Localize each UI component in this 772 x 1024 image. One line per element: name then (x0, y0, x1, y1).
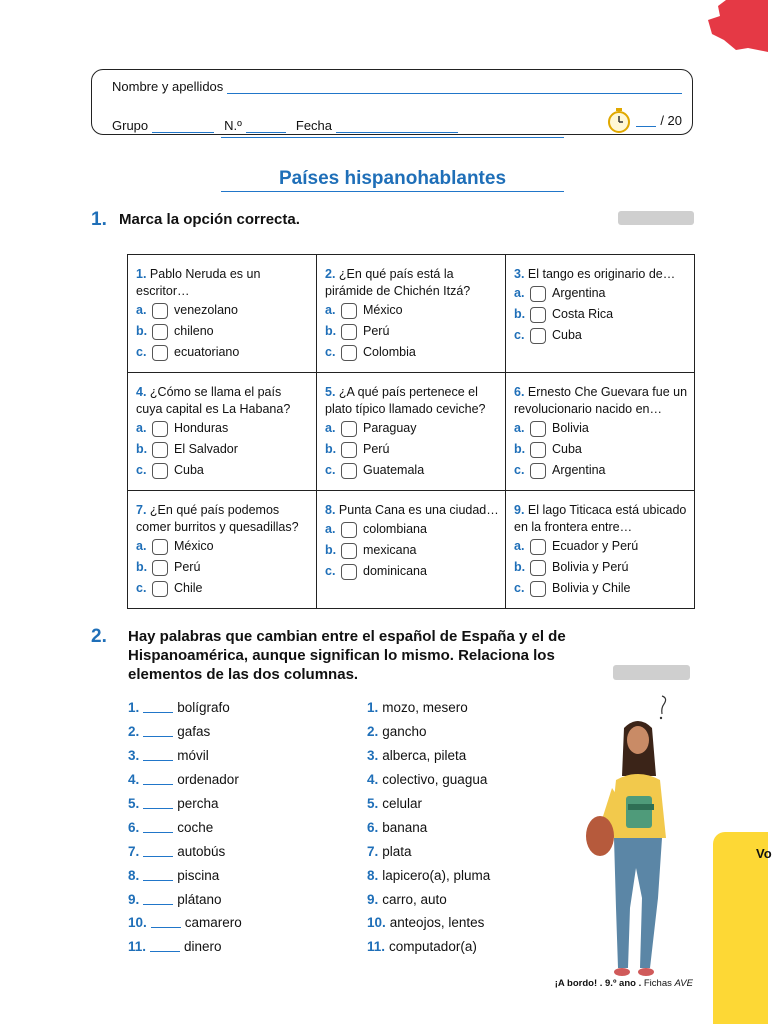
divider (221, 137, 564, 138)
right-word-item (367, 887, 490, 911)
option-text: México (363, 303, 403, 317)
match-blank[interactable] (151, 917, 181, 928)
score-total: / 20 (660, 112, 682, 128)
right-word-item (367, 696, 490, 720)
answer-checkbox[interactable] (152, 581, 168, 597)
answer-checkbox[interactable] (530, 421, 546, 437)
answer-option[interactable] (514, 578, 688, 599)
red-corner-decoration (708, 0, 768, 52)
option-letter: b. (136, 560, 148, 574)
date-label: Fecha (295, 118, 333, 133)
option-text: Argentina (552, 463, 606, 477)
answer-checkbox[interactable] (530, 328, 546, 344)
answer-option[interactable] (136, 557, 310, 578)
answer-checkbox[interactable] (341, 421, 357, 437)
option-letter: a. (514, 421, 525, 435)
item-word: camarero (184, 915, 242, 931)
answer-checkbox[interactable] (152, 421, 168, 437)
match-blank[interactable] (143, 774, 173, 785)
answer-option[interactable] (325, 418, 499, 439)
quiz-row (128, 373, 695, 491)
question-text (136, 384, 310, 418)
left-word-item (128, 815, 242, 839)
answer-checkbox[interactable] (341, 442, 357, 458)
option-text: Guatemala (363, 463, 425, 477)
option-text: Bolivia y Chile (552, 581, 631, 595)
item-word: plata (382, 843, 412, 859)
match-blank[interactable] (143, 750, 173, 761)
question-text (136, 502, 310, 536)
answer-checkbox[interactable] (152, 345, 168, 361)
answer-checkbox[interactable] (530, 539, 546, 555)
item-word: autobús (177, 843, 226, 859)
question-prompt: ¿A qué país pertenece el plato típico llamado ceviche? (325, 385, 486, 416)
exercise-2-instruction: Hay palabras que cambian entre el español de España y el de Hispanoamérica, aunque significan lo mismo. Relaciona los elementos de las dos columnas. (128, 628, 566, 683)
left-word-item (128, 744, 242, 768)
option-text: Cuba (552, 328, 582, 342)
score-field[interactable] (636, 114, 656, 127)
question-text (514, 384, 688, 418)
question-number: 4. (136, 385, 147, 399)
score-pill-2 (613, 665, 690, 680)
option-text: Chile (174, 581, 203, 595)
question-prompt: ¿En qué país podemos comer burritos y quesadillas? (136, 503, 299, 534)
left-word-item (128, 839, 242, 863)
item-number: 4. (367, 772, 379, 788)
answer-option[interactable] (514, 536, 688, 557)
number-label: N.º (224, 118, 242, 133)
student-illustration (582, 692, 712, 982)
option-text: Cuba (174, 463, 204, 477)
answer-option[interactable] (136, 578, 310, 599)
item-word: móvil (177, 748, 209, 764)
left-word-item (128, 792, 242, 816)
question-prompt: El lago Titicaca está ubicado en la frontera entre… (514, 503, 687, 534)
item-number: 8. (367, 867, 379, 883)
item-number: 1. (128, 700, 140, 716)
answer-option[interactable] (136, 418, 310, 439)
answer-option[interactable] (136, 342, 310, 363)
right-word-item (367, 815, 490, 839)
option-letter: a. (136, 421, 147, 435)
item-word: plátano (177, 891, 222, 907)
option-letter: c. (514, 581, 525, 595)
answer-checkbox[interactable] (530, 463, 546, 479)
exercise-1-instruction: Marca la opción correcta. (119, 211, 300, 228)
answer-option[interactable] (136, 536, 310, 557)
date-field[interactable] (336, 120, 458, 133)
answer-option[interactable] (514, 325, 688, 346)
question-number: 9. (514, 503, 525, 517)
quiz-row (128, 491, 695, 609)
option-letter: b. (325, 442, 337, 456)
answer-option[interactable] (514, 439, 688, 460)
question-prompt: ¿En qué país está la pirámide de Chichén Itzá? (325, 267, 471, 298)
left-word-item (128, 911, 242, 935)
item-number: 8. (128, 867, 140, 883)
right-word-item (367, 935, 490, 959)
match-blank[interactable] (150, 941, 180, 952)
item-number: 11. (367, 939, 386, 955)
answer-checkbox[interactable] (341, 324, 357, 340)
item-word: celular (382, 796, 423, 811)
answer-checkbox[interactable] (530, 286, 546, 302)
group-field[interactable] (152, 120, 214, 133)
item-word: carro, auto (382, 891, 447, 907)
quiz-grid (127, 254, 695, 609)
quiz-question (128, 255, 317, 373)
option-letter: b. (514, 307, 526, 321)
left-word-item (128, 696, 242, 720)
option-letter: c. (325, 463, 336, 477)
question-prompt: El tango es originario de… (527, 267, 676, 281)
item-number: 6. (128, 819, 140, 835)
question-number: 1. (136, 267, 147, 281)
match-blank[interactable] (143, 822, 173, 833)
answer-option[interactable] (325, 342, 499, 363)
answer-option[interactable] (514, 418, 688, 439)
answer-checkbox[interactable] (530, 581, 546, 597)
answer-checkbox[interactable] (530, 307, 546, 323)
student-info-box (91, 69, 693, 135)
option-letter: c. (514, 328, 525, 342)
option-letter: a. (325, 421, 336, 435)
option-text: Colombia (363, 345, 416, 359)
answer-checkbox[interactable] (341, 345, 357, 361)
option-letter: c. (136, 581, 147, 595)
latam-words-column (367, 696, 490, 959)
footer (555, 978, 693, 989)
item-number: 4. (128, 772, 140, 788)
answer-option[interactable] (325, 300, 499, 321)
left-word-item (128, 768, 242, 792)
quiz-question (506, 255, 695, 373)
match-blank[interactable] (143, 870, 173, 881)
question-number: 2. (325, 267, 336, 281)
option-text: chileno (174, 324, 214, 338)
option-letter: a. (136, 303, 147, 317)
score-pill-1 (618, 211, 694, 225)
question-number: 7. (136, 503, 147, 517)
left-word-item (128, 863, 242, 887)
quiz-question (128, 491, 317, 609)
option-text: Costa Rica (552, 307, 614, 321)
answer-checkbox[interactable] (341, 543, 357, 559)
item-word: mozo, mesero (382, 700, 468, 716)
option-text: Argentina (552, 286, 606, 300)
option-letter: c. (136, 463, 147, 477)
number-field[interactable] (246, 120, 286, 133)
answer-option[interactable] (514, 283, 688, 304)
answer-checkbox[interactable] (152, 442, 168, 458)
item-number: 11. (128, 939, 147, 955)
name-field[interactable] (227, 81, 682, 94)
question-text (136, 266, 310, 300)
answer-option[interactable] (325, 460, 499, 481)
option-text: México (174, 539, 214, 553)
option-text: Cuba (552, 442, 582, 456)
item-number: 10. (367, 915, 386, 931)
answer-option[interactable] (325, 321, 499, 342)
right-word-item (367, 911, 490, 935)
left-word-item (128, 720, 242, 744)
answer-checkbox[interactable] (152, 463, 168, 479)
quiz-question (506, 491, 695, 609)
option-text: Paraguay (363, 421, 417, 435)
question-text (325, 502, 499, 519)
left-word-item (128, 935, 242, 959)
item-number: 1. (367, 700, 379, 716)
item-number: 6. (367, 819, 379, 835)
option-letter: a. (136, 539, 147, 553)
match-blank[interactable] (143, 894, 173, 905)
item-word: colectivo, guagua (382, 772, 488, 788)
option-letter: b. (514, 442, 526, 456)
answer-option[interactable] (325, 540, 499, 561)
exercise-1-number: 1. (91, 209, 107, 230)
answer-option[interactable] (514, 557, 688, 578)
answer-checkbox[interactable] (152, 560, 168, 576)
score-area (606, 107, 682, 133)
option-text: colombiana (363, 522, 427, 536)
answer-option[interactable] (325, 439, 499, 460)
option-letter: a. (325, 522, 336, 536)
group-label: Grupo (112, 118, 149, 133)
stopwatch-icon (606, 107, 632, 133)
answer-checkbox[interactable] (530, 442, 546, 458)
option-text: Honduras (174, 421, 229, 435)
question-text (514, 266, 688, 283)
item-word: percha (177, 796, 219, 811)
option-letter: b. (136, 324, 148, 338)
option-letter: c. (136, 345, 147, 359)
item-word: gancho (382, 724, 427, 740)
match-blank[interactable] (143, 846, 173, 857)
answer-option[interactable] (514, 460, 688, 481)
answer-option[interactable] (514, 304, 688, 325)
item-word: ordenador (177, 772, 239, 788)
answer-checkbox[interactable] (152, 539, 168, 555)
item-number: 10. (128, 915, 147, 931)
question-number: 5. (325, 385, 336, 399)
item-word: lapicero(a), pluma (382, 867, 491, 883)
quiz-question (317, 491, 506, 609)
answer-option[interactable] (325, 561, 499, 582)
option-letter: b. (325, 324, 337, 338)
answer-checkbox[interactable] (341, 463, 357, 479)
question-number: 3. (514, 267, 525, 281)
item-word: coche (177, 819, 214, 835)
option-letter: c. (325, 564, 336, 578)
question-text (325, 384, 499, 418)
option-text: Bolivia y Perú (552, 560, 629, 574)
item-number: 5. (128, 796, 140, 811)
item-word: bolígrafo (177, 700, 230, 716)
item-number: 5. (367, 796, 379, 811)
item-word: gafas (177, 724, 211, 740)
quiz-question (506, 373, 695, 491)
item-word: banana (382, 819, 428, 835)
question-number: 6. (514, 385, 525, 399)
answer-option[interactable] (136, 300, 310, 321)
item-number: 3. (128, 748, 140, 764)
option-letter: a. (514, 539, 525, 553)
footer-book: ¡A bordo! . 9.º ano . (554, 978, 642, 989)
footer-series-italic: AVE (674, 978, 693, 989)
right-word-item (367, 839, 490, 863)
item-word: piscina (177, 867, 220, 883)
match-blank[interactable] (143, 726, 173, 737)
answer-checkbox[interactable] (152, 324, 168, 340)
answer-checkbox[interactable] (341, 522, 357, 538)
option-letter: b. (325, 543, 337, 557)
quiz-row (128, 255, 695, 373)
item-number: 7. (367, 843, 379, 859)
option-letter: b. (514, 560, 526, 574)
option-text: ecuatoriano (174, 345, 240, 359)
item-word: dinero (184, 939, 222, 955)
spain-words-column (128, 696, 242, 959)
exercise-2-number: 2. (91, 626, 107, 647)
option-letter: b. (136, 442, 148, 456)
option-text: Perú (363, 324, 390, 338)
option-letter: c. (325, 345, 336, 359)
answer-checkbox[interactable] (152, 303, 168, 319)
right-word-item (367, 792, 490, 816)
answer-checkbox[interactable] (341, 303, 357, 319)
option-text: Ecuador y Perú (552, 539, 639, 553)
option-text: venezolano (174, 303, 238, 317)
question-text (325, 266, 499, 300)
question-prompt: Pablo Neruda es un escritor… (136, 267, 261, 298)
footer-series: Fichas (643, 978, 672, 989)
option-letter: a. (514, 286, 525, 300)
option-text: dominicana (363, 564, 427, 578)
question-prompt: Ernesto Che Guevara fue un revolucionario nacido en… (514, 385, 688, 416)
option-letter: c. (514, 463, 525, 477)
quiz-question (317, 255, 506, 373)
match-blank[interactable] (143, 702, 173, 713)
option-text: Perú (363, 442, 390, 456)
name-label: Nombre y apellidos (112, 79, 224, 94)
item-word: computador(a) (389, 939, 477, 955)
option-text: El Salvador (174, 442, 238, 456)
page-title: Países hispanohablantes (221, 168, 564, 192)
item-number: 9. (128, 891, 140, 907)
answer-option[interactable] (136, 460, 310, 481)
side-tab-text: Vo (756, 846, 772, 861)
item-number: 7. (128, 843, 140, 859)
answer-checkbox[interactable] (341, 564, 357, 580)
question-prompt: ¿Cómo se llama el país cuya capital es La Habana? (136, 385, 291, 416)
question-number: 8. (325, 503, 336, 517)
right-word-item (367, 720, 490, 744)
answer-option[interactable] (136, 439, 310, 460)
quiz-question (317, 373, 506, 491)
right-word-item (367, 768, 490, 792)
question-text (514, 502, 688, 536)
option-letter: a. (325, 303, 336, 317)
answer-option[interactable] (136, 321, 310, 342)
option-text: mexicana (363, 543, 417, 557)
item-number: 2. (128, 724, 140, 740)
option-text: Perú (174, 560, 201, 574)
option-text: Bolivia (552, 421, 589, 435)
item-word: alberca, pileta (382, 748, 467, 764)
right-word-item (367, 744, 490, 768)
answer-checkbox[interactable] (530, 560, 546, 576)
right-word-item (367, 863, 490, 887)
item-number: 2. (367, 724, 379, 740)
match-blank[interactable] (143, 798, 173, 809)
item-number: 9. (367, 891, 379, 907)
item-word: anteojos, lentes (389, 915, 485, 931)
answer-option[interactable] (325, 519, 499, 540)
item-number: 3. (367, 748, 379, 764)
quiz-question (128, 373, 317, 491)
question-prompt: Punta Cana es una ciudad… (338, 503, 499, 517)
left-word-item (128, 887, 242, 911)
